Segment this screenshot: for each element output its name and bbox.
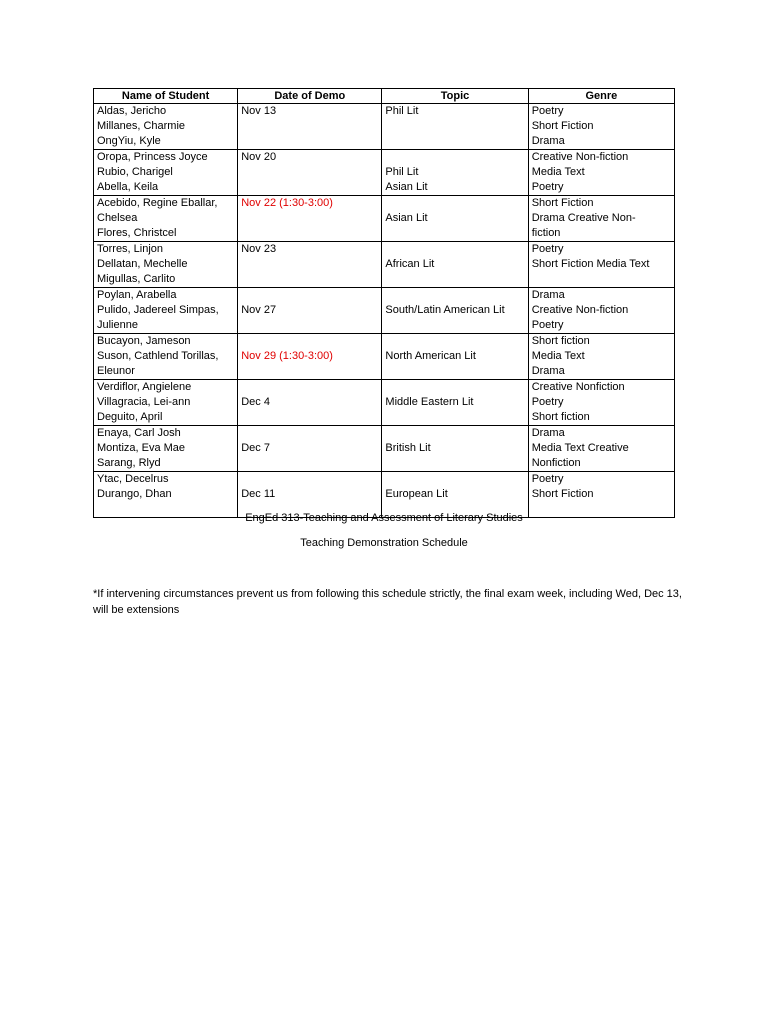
genre-text: Media Text	[531, 166, 585, 178]
student-name: Torres, Linjon	[97, 243, 164, 255]
student-name: Flores, Christcel	[97, 227, 177, 239]
student-name: Durango, Dhan	[97, 488, 172, 500]
genre-text: Media Text Creative	[531, 442, 629, 454]
student-name: Enaya, Carl Josh	[97, 427, 181, 439]
demo-date: Nov 13	[241, 105, 277, 117]
topic-text	[385, 242, 524, 257]
cell-student-names	[94, 242, 238, 288]
cell-topic	[382, 196, 528, 242]
genre-text: Creative Non-fiction	[531, 304, 629, 316]
topic-text	[385, 226, 524, 241]
demo-date	[241, 226, 378, 241]
genre-text: Nonfiction	[531, 457, 581, 469]
cell-genre	[528, 104, 674, 150]
genre-text: Poetry	[531, 243, 564, 255]
cell-topic	[382, 288, 528, 334]
demo-date	[241, 180, 378, 195]
student-name: Dellatan, Mechelle	[97, 258, 188, 270]
genre-text: Drama	[531, 135, 565, 147]
student-name: Acebido, Regine Eballar,	[97, 197, 218, 209]
table-header-row	[94, 89, 675, 104]
demo-date: Nov 29 (1:30-3:00)	[241, 350, 333, 362]
header-name-of-student: Name of Student	[94, 89, 238, 104]
demo-date	[241, 456, 378, 471]
topic-text	[385, 472, 524, 487]
student-name: Montiza, Eva Mae	[97, 442, 186, 454]
cell-genre	[528, 242, 674, 288]
demo-date	[241, 165, 378, 180]
demo-date	[241, 426, 378, 441]
demo-date: Nov 20	[241, 151, 277, 163]
schedule-table	[93, 88, 675, 518]
cell-topic	[382, 380, 528, 426]
genre-text: Poetry	[531, 319, 564, 331]
demo-date	[241, 364, 378, 379]
genre-text: Drama Creative Non-	[531, 212, 636, 224]
topic-text	[385, 288, 524, 303]
cell-student-names	[94, 380, 238, 426]
cell-genre	[528, 196, 674, 242]
genre-text: Media Text	[531, 350, 585, 362]
cell-date-of-demo	[238, 380, 382, 426]
demo-date	[241, 318, 378, 333]
cell-topic	[382, 104, 528, 150]
topic-text	[385, 119, 524, 134]
schedule-caption: Teaching Demonstration Schedule	[300, 537, 468, 549]
demo-date	[241, 334, 378, 349]
table-row	[94, 380, 675, 426]
topic-text: South/Latin American Lit	[385, 304, 505, 316]
cell-date-of-demo	[238, 426, 382, 472]
demo-date: Dec 7	[241, 442, 270, 454]
table-row	[94, 288, 675, 334]
cell-topic	[382, 242, 528, 288]
genre-text	[532, 272, 671, 287]
student-name: Poylan, Arabella	[97, 289, 177, 301]
course-caption: EngEd 313-Teaching and Assessment of Literary Studies	[245, 512, 523, 524]
demo-date: Nov 27	[241, 304, 277, 316]
topic-text	[385, 364, 524, 379]
demo-date	[241, 257, 378, 272]
cell-student-names	[94, 196, 238, 242]
genre-text: Drama	[531, 427, 565, 439]
cell-student-names	[94, 150, 238, 196]
table-row	[94, 334, 675, 380]
student-name: Bucayon, Jameson	[97, 335, 191, 347]
student-name: Aldas, Jericho	[97, 105, 167, 117]
demo-date	[241, 380, 378, 395]
student-name: Migullas, Carlito	[97, 273, 176, 285]
topic-text: Middle Eastern Lit	[385, 396, 474, 408]
genre-text: fiction	[531, 227, 561, 239]
student-name: Sarang, Rlyd	[97, 457, 161, 469]
topic-text: Asian Lit	[385, 181, 428, 193]
student-name: Abella, Keila	[97, 181, 159, 193]
demo-date	[241, 288, 378, 303]
demo-date: Nov 22 (1:30-3:00)	[241, 197, 333, 209]
demo-date	[241, 272, 378, 287]
topic-text	[385, 456, 524, 471]
student-name: Pulido, Jadereel Simpas,	[97, 304, 219, 316]
table-row	[94, 242, 675, 288]
topic-text	[385, 134, 524, 149]
genre-text: Short fiction	[531, 411, 590, 423]
genre-text: Short Fiction	[531, 120, 594, 132]
demo-date	[241, 410, 378, 425]
header-topic: Topic	[382, 89, 528, 104]
topic-text	[385, 426, 524, 441]
header-date-of-demo: Date of Demo	[238, 89, 382, 104]
demo-date: Dec 4	[241, 396, 270, 408]
genre-text: Poetry	[531, 473, 564, 485]
topic-text	[385, 410, 524, 425]
table-row	[94, 196, 675, 242]
cell-student-names	[94, 288, 238, 334]
genre-text: Poetry	[531, 396, 564, 408]
student-name: Oropa, Princess Joyce	[97, 151, 208, 163]
table-row	[94, 150, 675, 196]
cell-student-names	[94, 334, 238, 380]
cell-topic	[382, 426, 528, 472]
genre-text: Short Fiction	[531, 197, 594, 209]
genre-text: Drama	[531, 289, 565, 301]
table-row	[94, 104, 675, 150]
topic-text	[385, 196, 524, 211]
table-body	[94, 104, 675, 518]
demo-date	[241, 211, 378, 226]
genre-text: Drama	[531, 365, 565, 377]
student-name: Villagracia, Lei-ann	[97, 396, 191, 408]
student-name: OngYiu, Kyle	[97, 135, 161, 147]
topic-text: Asian Lit	[385, 212, 428, 224]
topic-text: Phil Lit	[385, 105, 419, 117]
student-name: Deguito, April	[97, 411, 163, 423]
demo-date	[241, 119, 378, 134]
cell-topic	[382, 150, 528, 196]
student-name: Ytac, Decelrus	[97, 473, 169, 485]
cell-student-names	[94, 426, 238, 472]
demo-date	[241, 134, 378, 149]
student-name: Rubio, Charigel	[97, 166, 173, 178]
genre-text: Creative Nonfiction	[531, 381, 625, 393]
demo-date: Nov 23	[241, 243, 277, 255]
genre-text: Creative Non-fiction	[531, 151, 629, 163]
genre-text: Short fiction	[531, 335, 590, 347]
header-genre: Genre	[528, 89, 674, 104]
cell-genre	[528, 334, 674, 380]
cell-genre	[528, 380, 674, 426]
topic-text	[385, 272, 524, 287]
cell-date-of-demo	[238, 242, 382, 288]
student-name: Millanes, Charmie	[97, 120, 186, 132]
table-row	[94, 426, 675, 472]
demo-date	[241, 472, 378, 487]
cell-date-of-demo	[238, 196, 382, 242]
cell-student-names	[94, 104, 238, 150]
genre-text: Short Fiction Media Text	[531, 258, 650, 270]
topic-text	[385, 318, 524, 333]
cell-topic	[382, 334, 528, 380]
student-name: Julienne	[97, 319, 138, 331]
cell-genre	[528, 426, 674, 472]
topic-text: North American Lit	[385, 350, 476, 362]
student-name: Eleunor	[97, 365, 135, 377]
topic-text	[385, 334, 524, 349]
topic-text	[385, 380, 524, 395]
student-name: Chelsea	[97, 212, 138, 224]
footnote: *If intervening circumstances prevent us from following this schedule strictly, the final exam week, including Wed, Dec 13, will be extensions	[93, 588, 682, 616]
cell-date-of-demo	[238, 288, 382, 334]
topic-text: African Lit	[385, 258, 435, 270]
genre-text: Short Fiction	[531, 488, 594, 500]
genre-text: Poetry	[531, 105, 564, 117]
topic-text: British Lit	[385, 442, 431, 454]
topic-text	[385, 150, 524, 165]
demo-date: Dec 11	[241, 488, 276, 500]
cell-date-of-demo	[238, 334, 382, 380]
cell-date-of-demo	[238, 150, 382, 196]
cell-genre	[528, 288, 674, 334]
student-name: Suson, Cathlend Torillas,	[97, 350, 219, 362]
student-name: Verdiflor, Angielene	[97, 381, 192, 393]
cell-date-of-demo	[238, 104, 382, 150]
topic-text: European Lit	[385, 488, 448, 500]
cell-genre	[528, 150, 674, 196]
genre-text: Poetry	[531, 181, 564, 193]
topic-text: Phil Lit	[385, 166, 419, 178]
